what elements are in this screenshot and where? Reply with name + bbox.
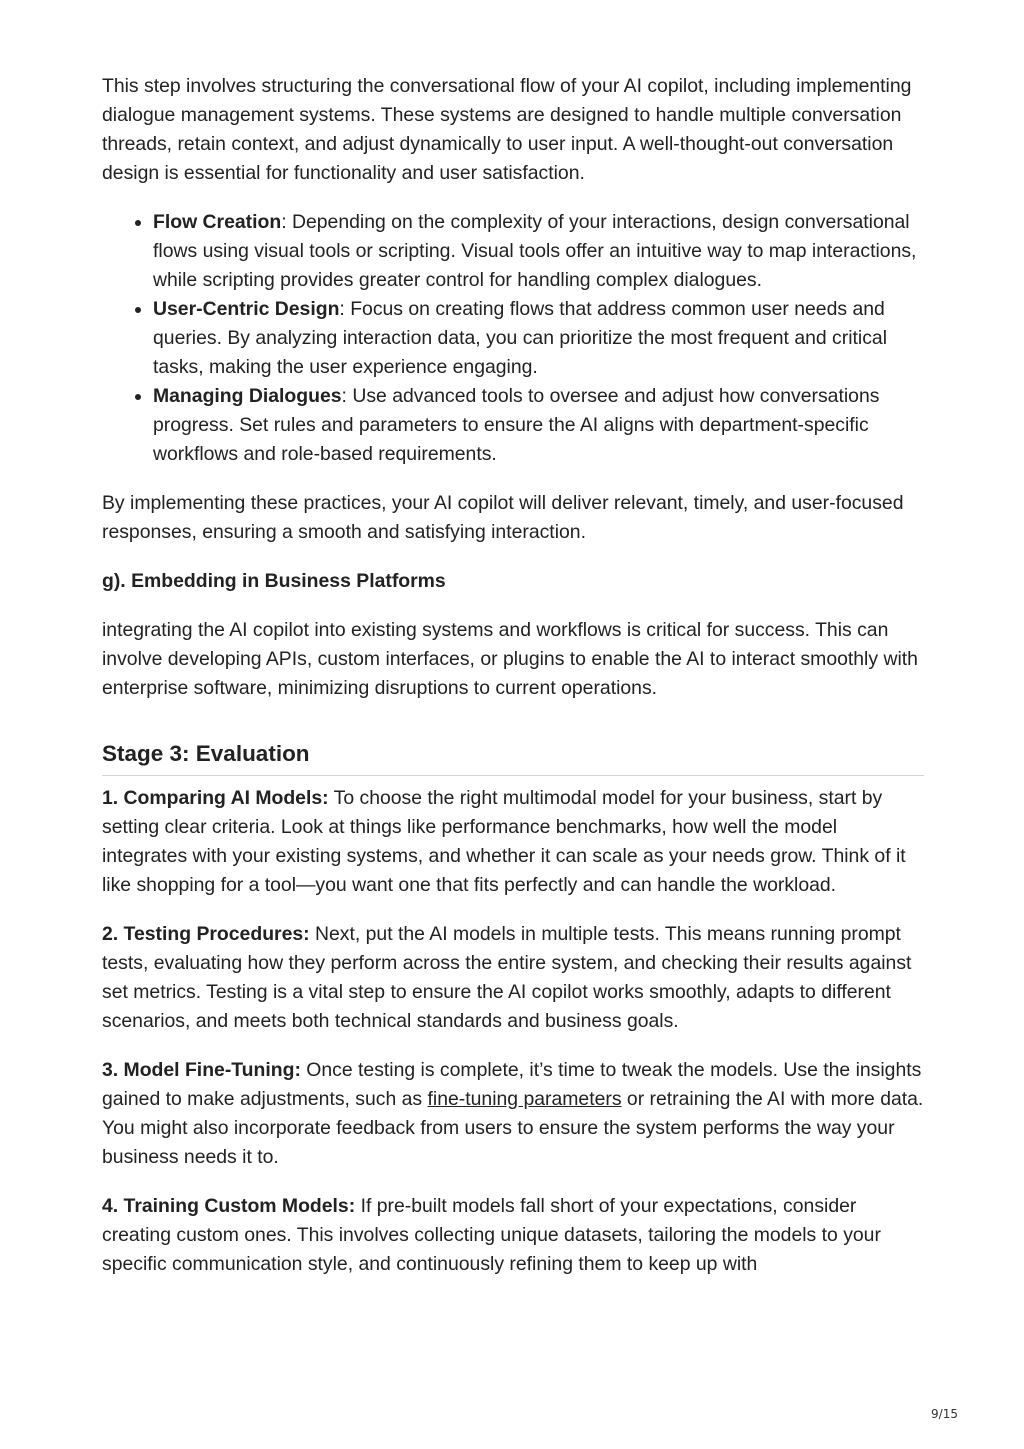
paragraph-text: To choose the right multimodal model for your business, start by setting clear criteria. Look at things like performance benchmarks, how well the model integrates with your existing systems, and whether it can scale as your needs grow. Think of it like shopping for a tool—you want one that fits perfectly and can handle the workload. <box>102 787 906 896</box>
paragraph-text: Next, put the AI models in multiple tests. This means running prompt tests, evaluating how they perform across the entire system, and checking their results against set metrics. Testing is a vital step to ensure the AI copilot works smoothly, adapts to different scenarios, and meets both technical standards and business goals. <box>102 923 912 1032</box>
list-item-text: : Use advanced tools to oversee and adjust how conversations progress. Set rules and parameters to ensure the AI aligns with department-specific workflows and role-based requirements. <box>153 385 880 465</box>
summary-paragraph: By implementing these practices, your AI copilot will deliver relevant, timely, and user-focused responses, ensuring a smooth and satisfying interaction. <box>102 492 904 543</box>
stage-3-heading: Stage 3: Evaluation <box>102 739 924 776</box>
paragraph-lead: 4. Training Custom Models: <box>102 1195 356 1217</box>
intro-paragraph: This step involves structuring the conversational flow of your AI copilot, including implementing dialogue management systems. These systems are designed to handle multiple conversation threads, retain context, and adjust dynamically to user input. A well-thought-out conversation design is essential for functionality and user satisfaction. <box>102 75 912 184</box>
list-item-managing-dialogues <box>153 382 924 469</box>
paragraph-lead: 1. Comparing AI Models: <box>102 787 329 809</box>
list-item-flow-creation <box>153 208 924 295</box>
list-item-term: User-Centric Design <box>153 298 340 320</box>
list-item-term: Flow Creation <box>153 211 282 233</box>
training-custom-models-paragraph <box>102 1192 924 1279</box>
model-fine-tuning-paragraph <box>102 1056 924 1172</box>
conversation-design-list <box>102 208 924 469</box>
list-item-text: : Focus on creating flows that address common user needs and queries. By analyzing interaction data, you can prioritize the most frequent and critical tasks, making the user experience engaging. <box>153 298 888 378</box>
article-content <box>102 72 924 1299</box>
section-g-heading: g). Embedding in Business Platforms <box>102 570 446 592</box>
list-item-term: Managing Dialogues <box>153 385 342 407</box>
paragraph-text: If pre-built models fall short of your expectations, consider creating custom ones. This involves collecting unique datasets, tailoring the models to your specific communication style, and continuously refining them to keep up with <box>102 1195 881 1275</box>
testing-procedures-paragraph <box>102 920 924 1036</box>
fine-tuning-parameters-link[interactable]: fine-tuning parameters <box>427 1088 622 1110</box>
list-item-text: : Depending on the complexity of your interactions, design conversational flows using visual tools or scripting. Visual tools offer an intuitive way to map interactions, while scripting provides greater control for handling complex dialogues. <box>153 211 917 291</box>
comparing-ai-models-paragraph <box>102 784 924 900</box>
paragraph-lead: 2. Testing Procedures: <box>102 923 310 945</box>
section-g-paragraph: integrating the AI copilot into existing systems and workflows is critical for success. This can involve developing APIs, custom interfaces, or plugins to enable the AI to interact smoothly with enterprise software, minimizing disruptions to current operations. <box>102 619 918 699</box>
paragraph-text: Once testing is complete, it’s time to tweak the models. Use the insights gained to make adjustments, such as <box>102 1059 922 1110</box>
paragraph-lead: 3. Model Fine-Tuning: <box>102 1059 301 1081</box>
page-number: 9/15 <box>931 1407 958 1421</box>
list-item-user-centric-design <box>153 295 924 382</box>
paragraph-text: or retraining the AI with more data. You might also incorporate feedback from users to ensure the system performs the way your business needs it to. <box>102 1088 924 1168</box>
